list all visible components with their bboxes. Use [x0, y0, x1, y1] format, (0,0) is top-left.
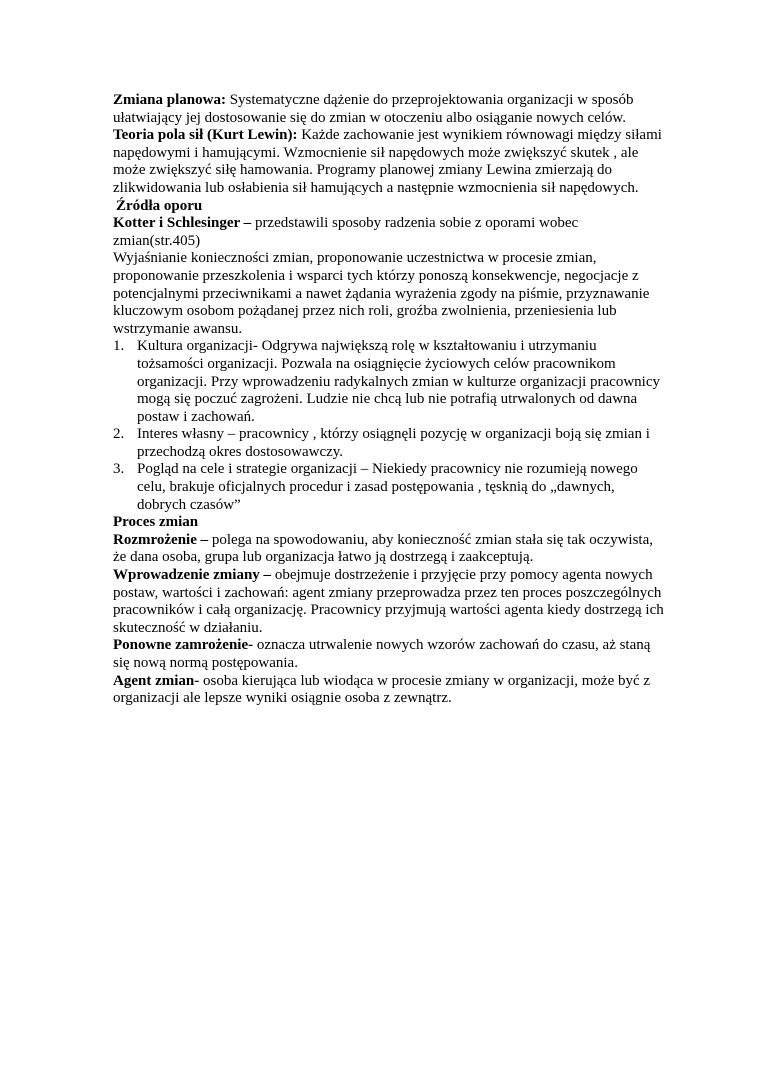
term-force-field-theory: Teoria pola sił (Kurt Lewin):	[113, 127, 298, 144]
list-item-number: 2.	[113, 426, 125, 443]
term-planned-change: Zmiana planowa:	[113, 92, 226, 108]
definition-introducing-change: obejmuje dostrzeżenie i przyjęcie przy pomocy agenta nowych postaw, wartości i zachowań: agent zmiany przeprowadza przez ten proces poszczególnych pracowników i całą organizację. Pracownicy przyjmują wartości agenta kiedy dostrzegą ich skuteczność w działaniu.	[113, 567, 664, 636]
list-item-text: Kultura organizacji- Odgrywa największą rolę w kształtowaniu i utrzymaniu tożsamości organizacji. Pozwala na osiągnięcie życiowych celów pracownikom organizacji. Przy wprowadzeniu radykalnych zmian w kulturze organizacji pracownicy mogą się poczuć zagrożeni. Ludzie nie chcą lub nie potrafią utrwalonych od dawna postaw i zachowań.	[137, 338, 660, 425]
definition-unfreezing: polega na spowodowaniu, aby konieczność zmian stała się tak oczywista, że dana osoba, grupa lub organizacja łatwo ją dostrzegą i zaakceptują.	[113, 531, 653, 566]
document-body	[113, 92, 665, 708]
list-item-number: 3.	[113, 461, 125, 478]
term-unfreezing: Rozmrożenie –	[113, 531, 209, 548]
paragraph-planned-change	[113, 92, 665, 127]
list-item	[113, 426, 665, 461]
list-item-text: Interes własny – pracownicy , którzy osiągnęli pozycję w organizacji boją się zmian i przechodzą okres dostosowawczy.	[137, 426, 650, 460]
definition-planned-change: Systematyczne dążenie do przeprojektowania organizacji w sposób ułatwiający jej dostosowanie się do zmian w otoczeniu albo osiąganie nowych celów.	[113, 92, 634, 126]
heading-change-process: Proces zmian	[113, 514, 199, 531]
paragraph-unfreezing	[113, 532, 665, 567]
list-item-text: Pogląd na cele i strategie organizacji – Niekiedy pracownicy nie rozumieją nowego celu, brakuje oficjalnych procedur i zasad postępowania , tęsknią do „dawnych, dobrych czasów”	[137, 461, 638, 513]
definition-refreezing: oznacza utrwalenie nowych wzorów zachowań do czasu, aż staną się nową normą postępowania.	[113, 637, 651, 671]
paragraph-methods: Wyjaśnianie konieczności zmian, proponowanie uczestnictwa w procesie zmian, proponowanie przeszkolenia i wsparci tych którzy ponoszą konsekwencje, negocjacje z potencjalnymi przeciwnikami a nawet żądania wyrażenia zgody na piśmie, przyznawanie kluczowym osobom pożądanej przez nich roli, groźba zwolnienia, przeniesienia lub wstrzymanie awansu.	[113, 250, 650, 337]
paragraph-change-agent	[113, 673, 665, 708]
definition-force-field-theory: Każde zachowanie jest wynikiem równowagi między siłami napędowymi i hamującymi. Wzmocnienie sił napędowych może zwiększyć skutek , ale może zwiększyć siłę hamowania. Programy planowej zmiany Lewina zmierzają do zlikwidowania lub osłabienia sił hamujących a następnie wzmocnienia sił napędowych.	[113, 127, 662, 196]
resistance-sources-list	[113, 338, 665, 514]
term-refreezing: Ponowne zamrożenie-	[113, 637, 254, 654]
paragraph-introducing-change	[113, 567, 665, 637]
definition-change-agent: osoba kierująca lub wiodąca w procesie zmiany w organizacji, może być z organizacji ale lepsze wyniki osiągnie osoba z zewnątrz.	[113, 672, 651, 707]
list-item	[113, 461, 665, 514]
paragraph-force-field-theory	[113, 127, 665, 197]
term-kotter-schlesinger: Kotter i Schlesinger –	[113, 215, 252, 232]
paragraph-refreezing	[113, 637, 665, 672]
term-change-agent: Agent zmian-	[113, 672, 200, 689]
term-introducing-change: Wprowadzenie zmiany –	[113, 567, 272, 584]
list-item-number: 1.	[113, 338, 125, 355]
paragraph-kotter-schlesinger	[113, 215, 665, 250]
heading-sources-of-resistance: Źródła oporu	[116, 197, 203, 214]
list-item	[113, 338, 665, 426]
definition-kotter-schlesinger: przedstawili sposoby radzenia sobie z oporami wobec zmian(str.405)	[113, 215, 579, 249]
